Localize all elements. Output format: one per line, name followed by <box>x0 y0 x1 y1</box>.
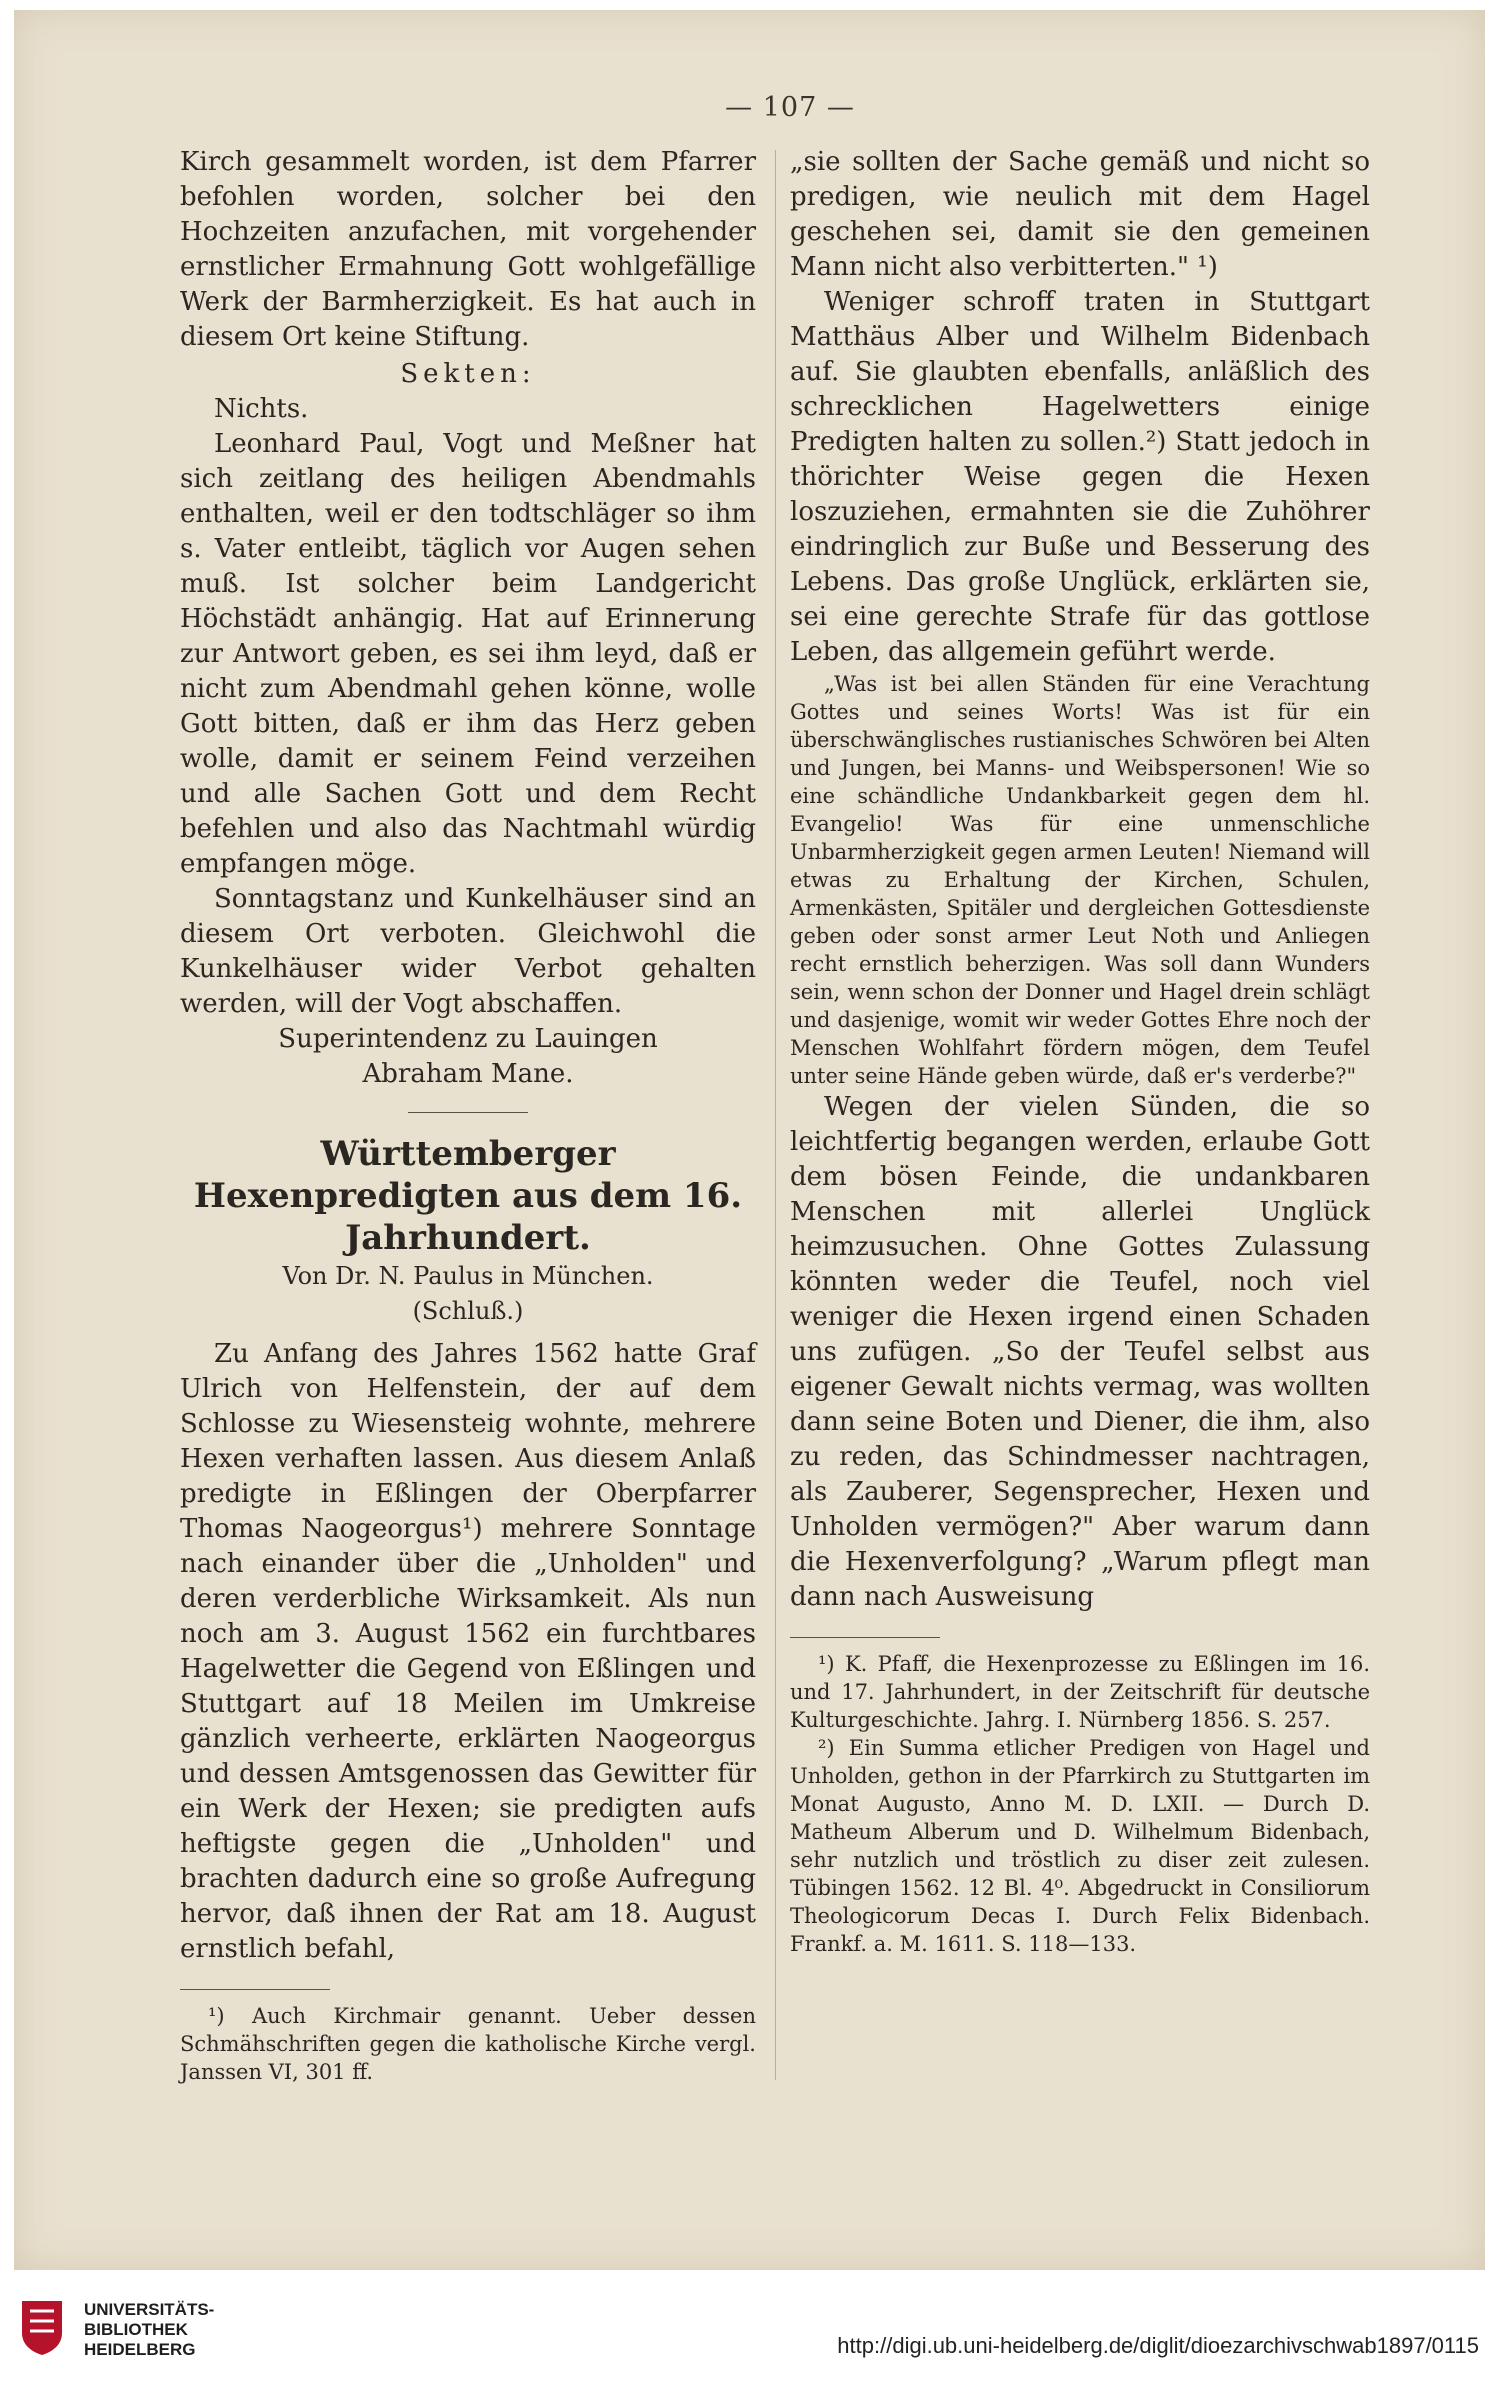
page-number: — 107 — <box>725 92 855 123</box>
section-divider <box>408 1112 528 1113</box>
left-paragraph-nichts: Nichts. <box>214 394 309 424</box>
footnote-right-1: ¹) K. Pfaff, die Hexenprozesse zu Eßlingen im 16. und 17. Jahrhundert, in der Zeitschrift für deutsche Kulturgeschichte. Jahrg. I. Nürnberg 1856. S. 257. <box>790 1652 1370 1732</box>
right-paragraph-3: Wegen der vielen Sünden, die so leichtfertig begangen werden, erlaube Gott dem bösen Feinde, die undankbaren Menschen mit allerlei Unglück heimzusuchen. Ohne Gottes Zulassung könnten weder die Teufel, noch viel weniger die Hexen irgend einen Schaden uns zufügen. „So der Teufel selbst aus eigener Gewalt nichts vermag, was wollten dann seine Boten und Diener, die ihm, also zu reden, das Schindmesser nachtragen, als Zauberer, Segensprecher, Hexen und Unholden vermögen?" Aber warum dann die Hexenverfolgung? „Warum pflegt man dann nach Ausweisung <box>790 1092 1370 1612</box>
left-paragraph-4: Zu Anfang des Jahres 1562 hatte Graf Ulrich von Helfenstein, der auf dem Schlosse zu Wiesensteig wohnte, mehrere Hexen verhaften lassen. Aus diesem Anlaß predigte in Eßlingen der Oberpfarrer Thomas Naogeorgus¹) mehrere Sonntage nach einander über die „Unholden" und deren verderbliche Wirksamkeit. Als nun noch am 3. August 1562 ein furchtbares Hagelwetter die Gegend von Eßlingen und Stuttgart auf 18 Meilen im Umkreise gänzlich verheerte, erklärten Naogeorgus und dessen Amtsgenossen das Gewitter für ein Werk der Hexen; sie predigten aufs heftigste gegen die „Unholden" und brachten dadurch eine so große Aufregung hervor, daß ihnen der Rat am 18. August ernstlich befahl, <box>180 1339 756 1964</box>
left-paragraph-2: Leonhard Paul, Vogt und Meßner hat sich zeitlang des heiligen Abendmahls enthalten, weil er den todtschläger so ihm s. Vater entleibt, täglich vor Augen sehen muß. Ist solcher beim Landgericht Höchstädt anhängig. Hat auf Erinnerung zur Antwort geben, es sei ihm leyd, daß er nicht zum Abendmahl gehen könne, wolle Gott bitten, daß er ihm das Herz geben wolle, damit er seinem Feind verzeihen und alle Sachen Gott und dem Recht befehlen und also das Nachtmahl würdig empfangen möge. <box>180 429 756 879</box>
footnote-1: ¹) Auch Kirchmair genannt. Ueber dessen Schmähschriften gegen die katholische Kirche vergl. Janssen VI, 301 ff. <box>180 2004 756 2084</box>
source-url-link[interactable]: http://digi.ub.uni-heidelberg.de/diglit/dioezarchivschwab1897/0115 <box>837 2333 1479 2358</box>
column-divider <box>775 150 776 2080</box>
left-paragraph-3: Sonntagstanz und Kunkelhäuser sind an diesem Ort verboten. Gleichwohl die Kunkelhäuser wider Verbot gehalten werden, will der Vogt abschaffen. <box>180 884 756 1019</box>
institution-name <box>84 2300 214 2360</box>
institution-line-2: BIBLIOTHEK <box>84 2320 188 2339</box>
footnote-rule <box>180 1989 330 1990</box>
left-column <box>180 145 756 2086</box>
right-paragraph-1: „sie sollten der Sache gemäß und nicht so predigen, wie neulich mit dem Hagel geschehen sei, damit sie den gemeinen Mann nicht also verbitterten." ¹) <box>790 147 1370 282</box>
signature-line-1: Superintendenz zu Lauingen <box>278 1024 658 1054</box>
article-heading: Württemberger Hexenpredigten aus dem 16. Jahrhundert. <box>193 1134 743 1258</box>
institution-line-1: UNIVERSITÄTS- <box>84 2300 215 2319</box>
sermon-quotation: „Was ist bei allen Ständen für eine Verachtung Gottes und seines Worts! Was ist für ein überschwänglisches rustianisches Schwören bei Alten und Jungen, bei Manns- und Weibspersonen! Wie so eine schändliche Undankbarkeit gegen dem hl. Evangelio! Was für eine unmenschliche Unbarmherzigkeit gegen armen Leuten! Niemand will etwas zu Erhaltung der Kirchen, Schulen, Armenkästen, Spitäler und dergleichen Gottesdienste geben oder sonst armer Leut Noth und Anliegen recht ernstlich beherzigen. Was soll dann Wunders sein, wenn schon der Donner und Hagel drein schlägt und dasjenige, womit wir weder Gottes Ehre noch der Menschen Wohlfahrt fördern mögen, dem Teufel unter seine Hände geben würde, daß er's verderbe?" <box>790 672 1370 1088</box>
footnote-right-2: ²) Ein Summa etlicher Predigen von Hagel und Unholden, gethon in der Pfarrkirch zu Stuttgarten im Monat Augusto, Anno M. D. LXII. — Durch D. Matheum Alberum und D. Wilhelmum Bidenbach, sehr nutzlich und tröstlich zu diser zeit zulesen. Tübingen 1562. 12 Bl. 4⁰. Abgedruckt in Consiliorum Theologicorum Decas I. Durch Felix Bidenbach. Frankf. a. M. 1611. S. 118—133. <box>790 1736 1370 1956</box>
viewer-footer <box>0 2270 1499 2385</box>
footnote-rule-right <box>790 1637 940 1638</box>
right-column <box>790 145 1370 1958</box>
section-heading-sekten: Sekten: <box>400 359 536 389</box>
university-seal-icon <box>18 2297 66 2357</box>
article-byline: Von Dr. N. Paulus in München. <box>282 1262 654 1290</box>
right-paragraph-2: Weniger schroff traten in Stuttgart Matthäus Alber und Wilhelm Bidenbach auf. Sie glaubten ebenfalls, anläßlich des schrecklichen Hagelwetters einige Predigten halten zu sollen.²) Statt jedoch in thörichter Weise gegen die Hexen loszuziehen, ermahnten sie die Zuhöhrer eindringlich zur Buße und Besserung des Lebens. Das große Unglück, erklärten sie, sei eine gerechte Strafe für das gottlose Leben, das allgemein geführt werde. <box>790 287 1370 667</box>
institution-line-3: HEIDELBERG <box>84 2340 196 2359</box>
article-continuation-note: (Schluß.) <box>412 1297 524 1325</box>
left-paragraph-1: Kirch gesammelt worden, ist dem Pfarrer befohlen worden, solcher bei den Hochzeiten anzufachen, mit vorgehender ernstlicher Ermahnung Gott wohlgefällige Werk der Barmherzigkeit. Es hat auch in diesem Ort keine Stiftung. <box>180 147 756 352</box>
signature-line-2: Abraham Mane. <box>362 1059 574 1089</box>
